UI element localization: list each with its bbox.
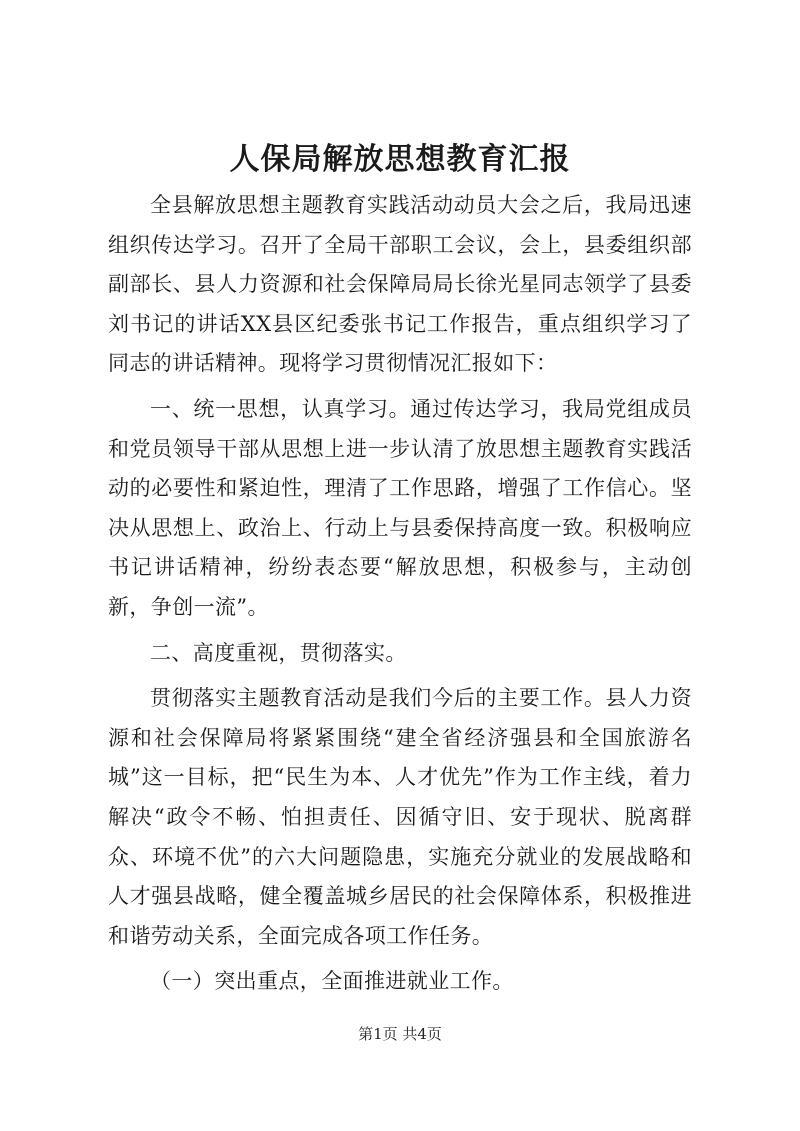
document-title: 人保局解放思想教育汇报: [229, 142, 571, 177]
paragraph-intro: 全县解放思想主题教育实践活动动员大会之后，我局迅速组织传达学习。召开了全局干部职工会议，会上，县委组织部副部长、县人力资源和社会保障局局长徐光星同志领学了县委刘书记的讲话XX县区纪委张书记工作报告，重点组织学习了同志的讲话精神。现将学习贯彻情况汇报如下：: [108, 193, 692, 376]
paragraph-subsection-1-heading: （一）突出重点，全面推进就业工作。: [150, 969, 514, 994]
paragraph-section-2-body: 贯彻落实主题教育活动是我们今后的主要工作。县人力资源和社会保障局将紧紧围绕“建全省经济强县和全国旅游名城”这一目标，把“民生为本、人才优先”作为工作主线，着力解决“政令不畅、怕担责任、因循守旧、安于现状、脱离群众、环境不优”的六大问题隐患，实施充分就业的发展战略和人才强县战略，健全覆盖城乡居民的社会保障体系，积极推进和谐劳动关系，全面完成各项工作任务。: [108, 686, 692, 948]
paragraph-section-1: 一、统一思想，认真学习。通过传达学习，我局党组成员和党员领导干部从思想上进一步认清了放思想主题教育实践活动的必要性和紧迫性，理清了工作思路，增强了工作信心。坚决从思想上、政治上、行动上与县委保持高度一致。积极响应书记讲话精神，纷纷表态要“解放思想，积极参与，主动创新，争创一流”。: [108, 396, 692, 619]
paragraph-section-2-heading: 二、高度重视，贯彻落实。: [150, 640, 407, 665]
document-body: [108, 186, 692, 1002]
page-footer: 第1页 共4页: [358, 1025, 442, 1043]
